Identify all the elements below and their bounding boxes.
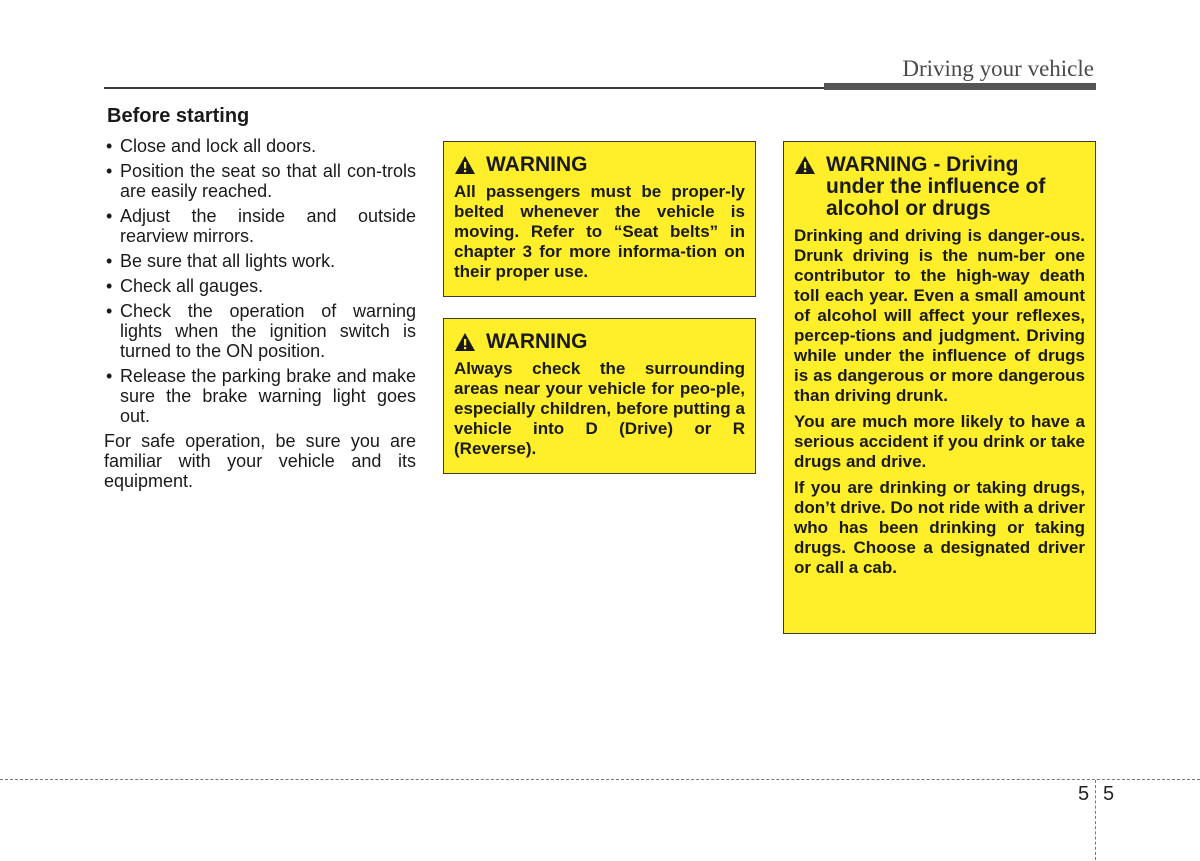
warning-text: Drinking and driving is danger-ous. Drunk driving is the num-ber one contributor to the high-way death toll each year. Even a small amount of alcohol will affect your reflexes, percep-tions and judgment. Driving while under the influence of drugs is as dangerous or more dangerous than driving drunk. (794, 226, 1085, 405)
warning-text: You are much more likely to have a serious accident if you drink or take drugs and drive. (794, 412, 1085, 471)
list-item: • Release the parking brake and make sure the brake warning light goes out. (106, 366, 416, 426)
warning-box-seat-belts (443, 141, 756, 297)
warning-triangle-icon (454, 332, 476, 352)
page-number-divider (1095, 780, 1096, 860)
header-rule (104, 87, 824, 89)
footer-dashed-rule (0, 779, 1200, 780)
list-item: • Be sure that all lights work. (106, 251, 336, 271)
warning-title: WARNING (486, 153, 588, 176)
header-rule-accent (824, 83, 1096, 90)
warning-title: WARNING (486, 330, 588, 353)
running-header: Driving your vehicle (902, 56, 1094, 81)
section-title: Before starting (107, 105, 250, 127)
list-item: • Check all gauges. (106, 276, 264, 296)
page-number: 5 (1103, 783, 1115, 805)
warning-title: WARNING - Driving under the influence of alcohol or drugs (826, 153, 1046, 220)
list-item: • Position the seat so that all con-trols are easily reached. (106, 161, 416, 201)
warning-triangle-icon (454, 155, 476, 175)
warning-text: If you are drinking or taking drugs, don’t drive. Do not ride with a driver who has been drinking or taking drugs. Choose a designated driver or call a cab. (794, 478, 1085, 577)
list-item: • Close and lock all doors. (106, 136, 317, 156)
chapter-number: 5 (1078, 783, 1090, 805)
warning-text: All passengers must be proper-ly belted whenever the vehicle is moving. Refer to “Seat belts” in chapter 3 for more informa-tion on their proper use. (454, 182, 745, 281)
list-item: • Adjust the inside and outside rearview mirrors. (106, 206, 416, 246)
list-item: • Check the operation of warning lights when the ignition switch is turned to the ON position. (106, 301, 416, 361)
warning-text: Always check the surrounding areas near your vehicle for peo-ple, especially children, before putting a vehicle into D (Drive) or R (Reverse). (454, 359, 745, 458)
warning-triangle-icon (794, 155, 816, 175)
before-starting-section (104, 106, 416, 509)
checklist (104, 136, 416, 426)
warning-box-alcohol-drugs (783, 141, 1096, 634)
closing-paragraph: For safe operation, be sure you are familiar with your vehicle and its equipment. (104, 431, 416, 491)
warning-box-surroundings (443, 318, 756, 474)
